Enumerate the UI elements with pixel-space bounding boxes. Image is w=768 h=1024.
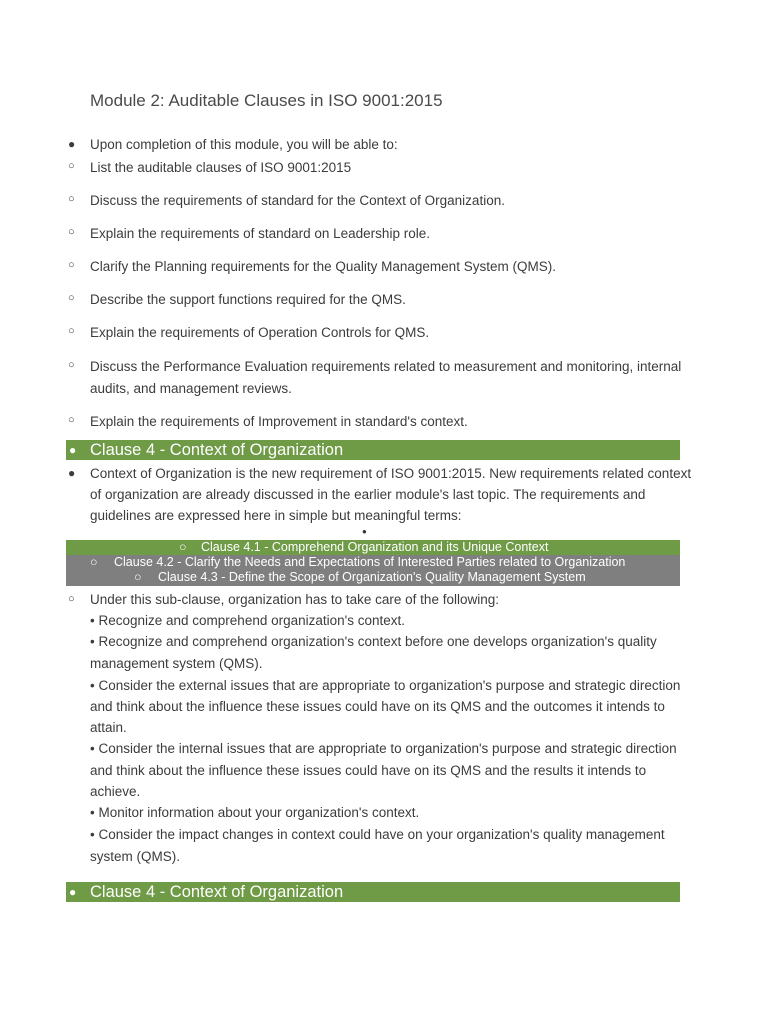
sub-clause-4-3: Clause 4.3 - Define the Scope of Organization's Quality Management System: [158, 570, 586, 584]
circle-bullet: ○: [68, 359, 75, 371]
sub-clause-bar-green: [66, 540, 680, 555]
circle-bullet: ○: [68, 414, 75, 426]
disc-bullet: ●: [68, 466, 76, 480]
circle-bullet: ○: [179, 540, 187, 554]
objective-item: Explain the requirements of Improvement in standard's context.: [90, 414, 468, 429]
clause-heading: Clause 4 - Context of Organization: [90, 441, 344, 459]
care-line: attain.: [90, 720, 127, 735]
sub-clause-4-2: Clause 4.2 - Clarify the Needs and Expectations of Interested Parties related to Organization: [114, 555, 626, 569]
intro-text: Upon completion of this module, you will be able to:: [90, 137, 398, 152]
care-line: • Recognize and comprehend organization's context before one develops organization's quality: [90, 634, 657, 649]
clause-heading-bar: [66, 440, 680, 460]
objective-item: Explain the requirements of standard on Leadership role.: [90, 226, 430, 241]
circle-bullet: ○: [90, 555, 98, 569]
sub-clause-intro: Under this sub-clause, organization has to take care of the following:: [90, 592, 499, 607]
clause-heading-bar-2: [66, 882, 680, 902]
care-line: • Consider the internal issues that are appropriate to organization's purpose and strategic direction: [90, 741, 677, 756]
sub-clause-bar-grey: [66, 555, 680, 586]
objective-item: Clarify the Planning requirements for the Quality Management System (QMS).: [90, 259, 556, 274]
objective-item: List the auditable clauses of ISO 9001:2015: [90, 160, 352, 175]
care-line: • Consider the external issues that are appropriate to organization's purpose and strategic direction: [90, 678, 681, 693]
clause-heading-2: Clause 4 - Context of Organization: [90, 883, 344, 901]
objective-item-continued: audits, and management reviews.: [90, 381, 292, 396]
circle-bullet: ○: [68, 226, 75, 238]
module-title: Module 2: Auditable Clauses in ISO 9001:2015: [90, 91, 443, 110]
disc-bullet: ●: [69, 443, 77, 457]
context-paragraph-line: of organization are already discussed in the earlier module's last topic. The requirements and: [90, 487, 646, 502]
care-line: and think about the influence these issues could have on its QMS and the outcomes it intends to: [90, 699, 665, 714]
objective-item: Discuss the requirements of standard for the Context of Organization.: [90, 193, 505, 208]
care-line: achieve.: [90, 784, 141, 799]
care-line: • Monitor information about your organization's context.: [90, 805, 420, 820]
disc-bullet: ●: [68, 137, 76, 151]
circle-bullet: ○: [68, 593, 75, 605]
circle-bullet: ○: [68, 193, 75, 205]
care-line: • Consider the impact changes in context could have on your organization's quality management: [90, 827, 665, 842]
context-paragraph-line: guidelines are expressed here in simple but meaningful terms:: [90, 508, 462, 523]
objective-item: Explain the requirements of Operation Controls for QMS.: [90, 325, 430, 340]
small-bullet: ●: [362, 527, 367, 536]
objective-item: Describe the support functions required for the QMS.: [90, 292, 406, 307]
care-line: system (QMS).: [90, 849, 180, 864]
care-line: management system (QMS).: [90, 656, 263, 671]
objective-item: Discuss the Performance Evaluation requirements related to measurement and monitoring, internal: [90, 359, 682, 374]
circle-bullet: ○: [68, 160, 75, 172]
sub-clause-4-1: Clause 4.1 - Comprehend Organization and its Unique Context: [201, 540, 549, 554]
disc-bullet: ●: [69, 885, 77, 899]
care-line: • Recognize and comprehend organization's context.: [90, 613, 405, 628]
circle-bullet: ○: [68, 325, 75, 337]
circle-bullet: ○: [68, 259, 75, 271]
circle-bullet: ○: [68, 292, 75, 304]
context-paragraph-line: Context of Organization is the new requirement of ISO 9001:2015. New requirements related context: [90, 466, 692, 481]
circle-bullet: ○: [134, 570, 142, 584]
care-line: and think about the influence these issues could have on its QMS and the results it intends to: [90, 763, 647, 778]
